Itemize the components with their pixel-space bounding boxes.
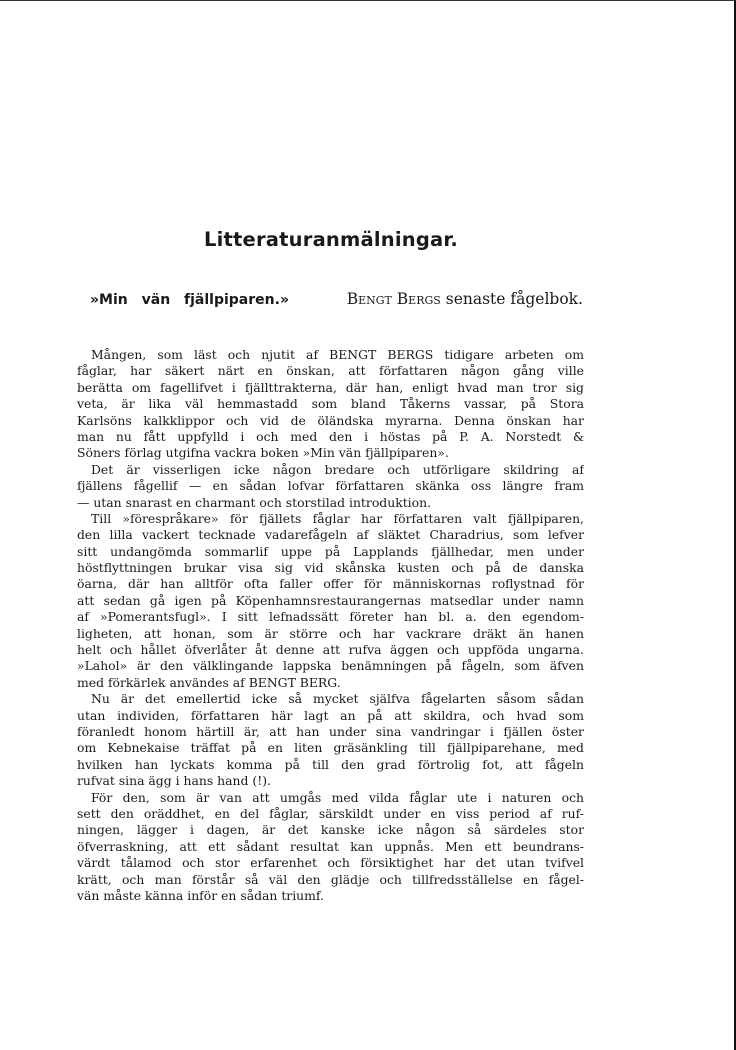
text-line: rufvat sina ägg i hans hand (!). xyxy=(77,773,271,789)
text-line: krätt, och man förstår så väl den glädje och tillfredsställelse en fågel- xyxy=(77,871,584,887)
book-review-heading xyxy=(90,290,583,308)
text-line: öarna, där han alltför ofta faller offer för människornas roflystnad för xyxy=(77,576,584,592)
text-line: Karlsöns kalkklippor och vid de öländska myrarna. Denna önskan har xyxy=(77,412,584,428)
text-line: Mången, som läst och njutit af BENGT BERGS tidigare arbeten om xyxy=(91,347,584,362)
text-line: utan individen, författaren här lagt an på att skildra, och hvad som xyxy=(77,707,584,723)
text-line: Söners förlag utgifna vackra boken »Min vän fjällpiparen». xyxy=(77,445,449,461)
text-line: fåglar, har säkert närt en önskan, att författaren någon gång ville xyxy=(77,363,584,379)
text-line: fjällens fågellif — en sådan lofvar författaren skänka oss längre fram xyxy=(77,478,584,494)
text-line: om Kebnekaise träffat på en liten gräsänkling till fjällpiparehane, med xyxy=(77,740,584,756)
review-body xyxy=(77,347,584,904)
text-line: Det är visserligen icke någon bredare och utförligare skildring af xyxy=(91,461,584,477)
page-top-edge xyxy=(0,0,736,1)
text-line: värdt tålamod och stor erfarenhet och försiktighet har det utan tvifvel xyxy=(77,855,584,871)
page-title: Litteraturanmälningar. xyxy=(204,228,458,251)
text-line: »Lahol» är den välklingande lappska benämningen på fågeln, som äfven xyxy=(77,658,584,674)
text-line: veta, är lika väl hemmastadd som bland Tåkerns vassar, på Stora xyxy=(77,396,584,412)
book-author: Bengt Bergs xyxy=(346,290,441,308)
text-line: — utan snarast en charmant och storstilad introduktion. xyxy=(77,494,432,510)
text-line: af »Pomerantsfugl». I sitt lefnadssätt företer han bl. a. den egendom- xyxy=(77,609,584,625)
text-line: med förkärlek användes af BENGT BERG. xyxy=(77,674,341,690)
text-line: Nu är det emellertid icke så mycket själfva fågelarten såsom sådan xyxy=(91,691,584,707)
text-line: öfverraskning, att ett sådant resultat kan uppnås. Men ett beundrans- xyxy=(77,838,584,854)
text-line: höstflyttningen brukar visa sig vid skånska kusten och på de danska xyxy=(77,560,584,576)
text-line: Till »förespråkare» för fjällets fåglar har författaren valt fjällpiparen, xyxy=(91,510,584,526)
text-line: ningen, lägger i dagen, är det kanske icke någon så särdeles stor xyxy=(77,822,584,838)
text-line: hvilken han lyckats komma på till den grad förtrolig fot, att fågeln xyxy=(77,756,584,772)
text-line: helt och hållet öfverlåter åt denne att rufva äggen och uppföda ungarna. xyxy=(77,642,584,658)
text-line: man nu fått uppfylld i och med den i höstas på P. A. Norstedt & xyxy=(77,428,584,444)
text-line: att sedan gå igen på Köpenhamnsrestaurangernas matsedlar under namn xyxy=(77,592,584,608)
text-line: berätta om fagellifvet i fjällttrakterna, där han, enligt hvad man tror sig xyxy=(77,379,584,395)
text-line: vän måste känna inför en sådan triumf. xyxy=(77,887,324,903)
book-title: »Min vän fjällpiparen.» xyxy=(90,292,289,308)
text-line: sitt undangömda sommarlif uppe på Lapplands fjällhedar, men under xyxy=(77,543,584,559)
book-description: senaste fågelbok. xyxy=(445,290,583,308)
text-line: den lilla vackert tecknade vadarefågeln af släktet Charadrius, som lefver xyxy=(77,527,584,543)
text-line: föranledt honom härtill är, att han under sina vandringar i fjällen öster xyxy=(77,723,584,739)
text-line: För den, som är van att umgås med vilda fåglar ute i naturen och xyxy=(91,789,584,805)
book-author-line xyxy=(347,290,583,308)
text-line: sett den oräddhet, en del fåglar, särskildt under en viss period af ruf- xyxy=(77,805,584,821)
text-line: ligheten, att honan, som är större och har vackrare dräkt än hanen xyxy=(77,625,584,641)
